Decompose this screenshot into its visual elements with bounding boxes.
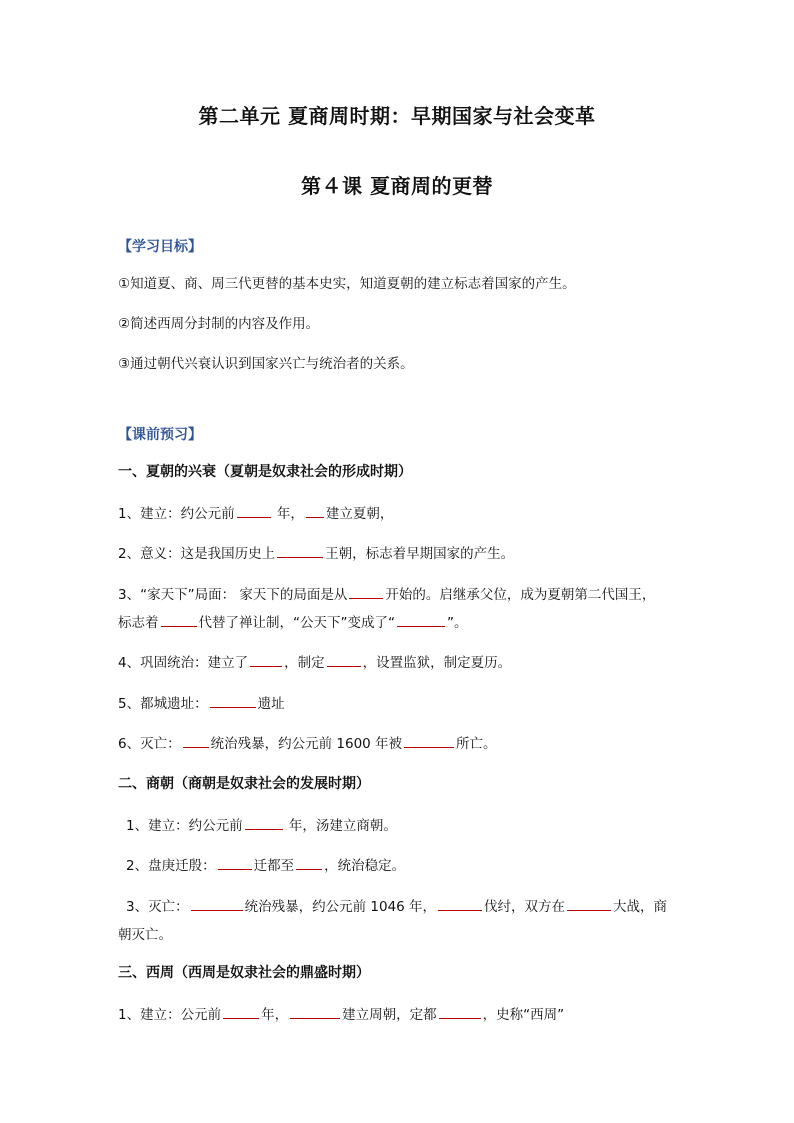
text: ，史称“西周”	[482, 1007, 565, 1023]
xia-item-3-cont	[118, 612, 467, 633]
fill-blank[interactable]	[349, 584, 383, 599]
shang-item-2	[126, 855, 405, 876]
fill-blank[interactable]	[567, 896, 611, 911]
text: 统治残暴，约公元前 1600 年被	[210, 736, 403, 752]
text: ，设置监狱，制定夏历。	[362, 655, 512, 671]
unit-title: 第二单元 夏商周时期：早期国家与社会变革	[198, 104, 596, 128]
goal-item: ②简述西周分封制的内容及作用。	[118, 316, 320, 332]
fill-blank[interactable]	[327, 652, 361, 667]
fill-blank[interactable]	[223, 1004, 259, 1019]
text: 1、建立：约公元前	[126, 818, 243, 834]
fill-blank[interactable]	[290, 1004, 340, 1019]
shang-item-3	[126, 896, 667, 917]
text: 1、建立：公元前	[118, 1007, 222, 1023]
text: 年，	[261, 1007, 289, 1023]
fill-blank[interactable]	[183, 733, 209, 748]
goal-item: ①知道夏、商、周三代更替的基本史实，知道夏朝的建立标志着国家的产生。	[118, 276, 576, 292]
xia-item-2	[118, 543, 514, 564]
text: 代替了禅让制，“公天下”变成了“	[198, 615, 395, 631]
text: 迁都至	[253, 858, 295, 874]
text: 建立夏朝，	[325, 506, 394, 522]
text: 年，	[276, 506, 304, 522]
xia-item-3	[118, 584, 655, 605]
fill-blank[interactable]	[210, 693, 256, 708]
section-heading-western-zhou: 三、西周（西周是奴隶社会的鼎盛时期）	[118, 965, 370, 981]
text: 6、灭亡：	[118, 736, 181, 752]
text: 统治残暴，约公元前 1046 年，	[244, 899, 437, 915]
section-heading-shang: 二、商朝（商朝是奴隶社会的发展时期）	[118, 776, 370, 792]
lesson-title: 第４课 夏商周的更替	[301, 174, 493, 198]
text: 开始的。启继承父位，成为夏朝第二代国王，	[385, 587, 656, 603]
text: 1、建立：约公元前	[118, 506, 235, 522]
shang-item-3-cont: 朝灭亡。	[118, 927, 172, 943]
fill-blank[interactable]	[191, 896, 243, 911]
fill-blank[interactable]	[306, 503, 324, 518]
learning-goals-tag: 【学习目标】	[118, 239, 202, 255]
fill-blank[interactable]	[250, 652, 282, 667]
text: ，制定	[284, 655, 325, 671]
fill-blank[interactable]	[438, 896, 482, 911]
fill-blank[interactable]	[237, 503, 271, 518]
goal-item: ③通过朝代兴衰认识到国家兴亡与统治者的关系。	[118, 356, 414, 372]
text: 标志着	[118, 615, 159, 631]
shang-item-1	[126, 815, 397, 836]
text: 5、都城遗址：	[118, 696, 208, 712]
fill-blank[interactable]	[397, 612, 445, 627]
fill-blank[interactable]	[404, 733, 454, 748]
fill-blank[interactable]	[218, 855, 252, 870]
text: 年，汤建立商朝。	[288, 818, 397, 834]
text: 王朝，标志着早期国家的产生。	[325, 546, 515, 562]
fill-blank[interactable]	[245, 815, 283, 830]
xia-item-6	[118, 733, 497, 754]
text: 大战，商	[613, 899, 668, 915]
xia-item-1	[118, 503, 393, 524]
preview-tag: 【课前预习】	[118, 427, 202, 443]
text: 2、意义：这是我国历史上	[118, 546, 276, 562]
text: 2、盘庚迁殷：	[126, 858, 216, 874]
text: 所亡。	[456, 736, 497, 752]
text: 遗址	[257, 696, 285, 712]
text: 建立周朝，定都	[342, 1007, 437, 1023]
fill-blank[interactable]	[296, 855, 322, 870]
text: 伐纣，双方在	[484, 899, 566, 915]
section-heading-xia: 一、夏朝的兴衰（夏朝是奴隶社会的形成时期）	[118, 464, 412, 480]
text: ，统治稳定。	[324, 858, 406, 874]
text: ”。	[446, 615, 468, 631]
text: 4、巩固统治：建立了	[118, 655, 249, 671]
xia-item-4	[118, 652, 511, 673]
text: 3、灭亡：	[126, 899, 189, 915]
fill-blank[interactable]	[439, 1004, 481, 1019]
fill-blank[interactable]	[161, 612, 197, 627]
xia-item-5	[118, 693, 285, 714]
zhou-item-1	[118, 1004, 564, 1025]
fill-blank[interactable]	[277, 543, 323, 558]
text: 3、“家天下”局面： 家天下的局面是从	[118, 587, 348, 603]
